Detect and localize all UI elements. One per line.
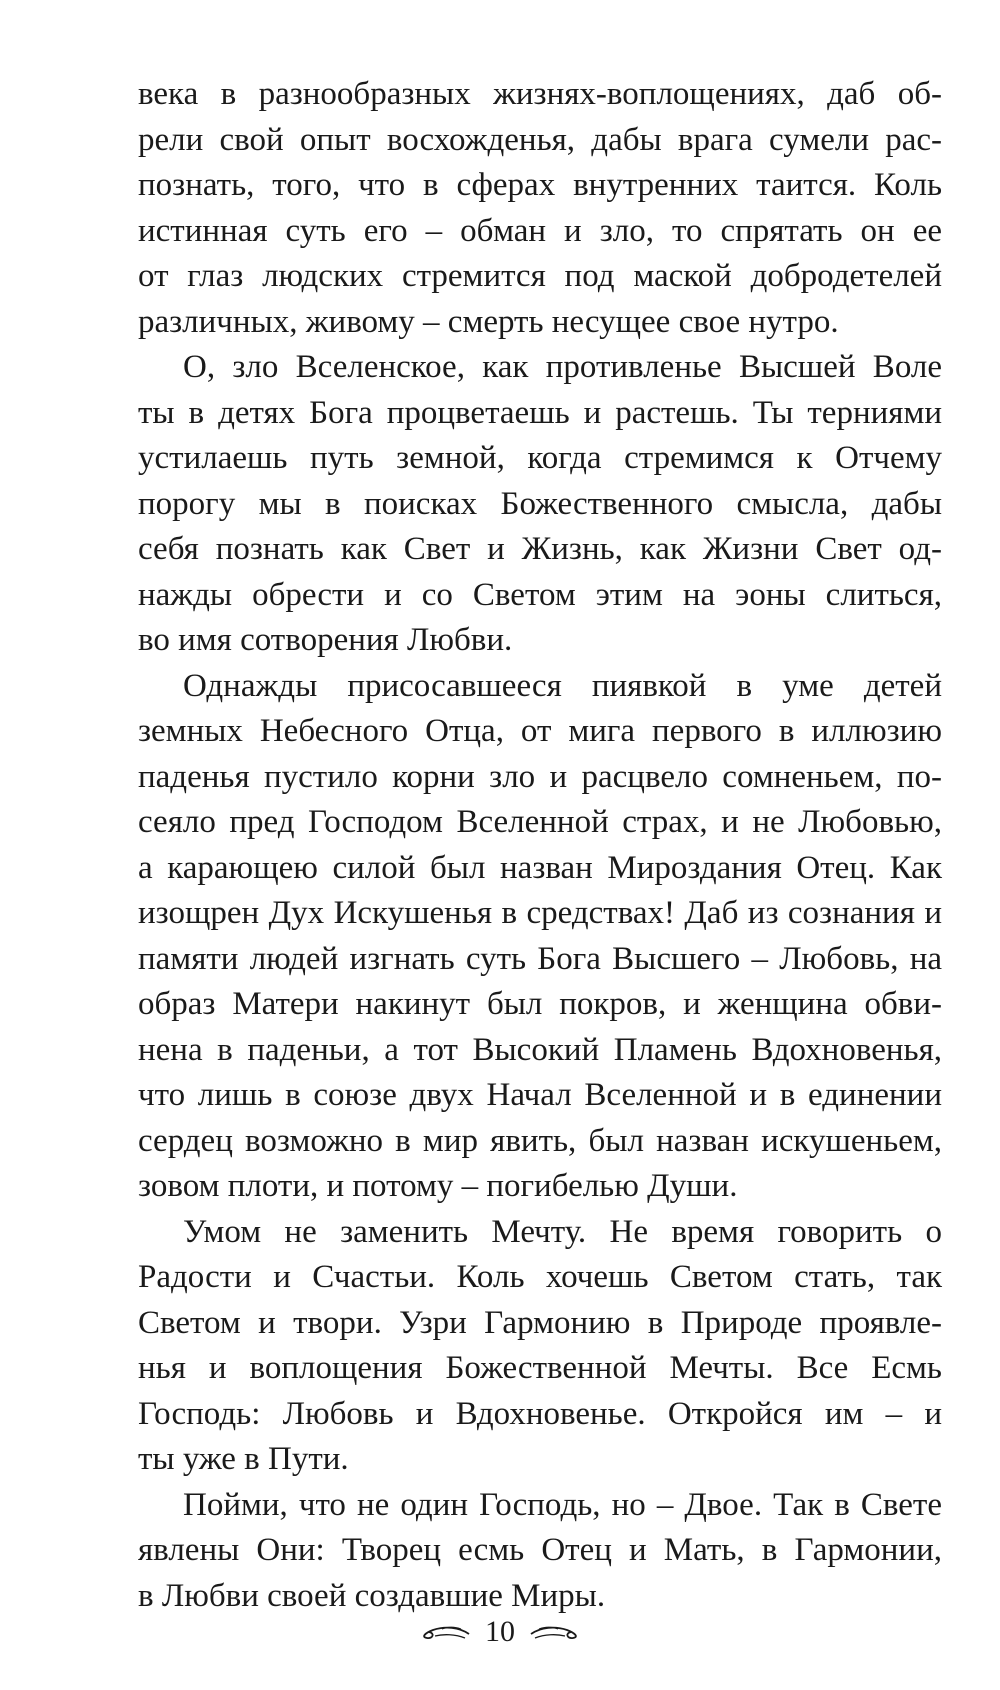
- text-line: нажды обрести и со Светом этим на эоны слиться,: [138, 576, 942, 613]
- text-line: устилаешь путь земной, когда стремимся к Отчему: [138, 440, 942, 476]
- text-line: в Любви своей создавшие Миры.: [138, 1577, 606, 1614]
- text-line: порогу мы в поисках Божественного смысла, дабы: [138, 485, 942, 522]
- text-line: нья и воплощения Божественной Мечты. Все Есмь: [138, 1350, 942, 1386]
- text-line: от глаз людских стремится под маской добродетелей: [138, 258, 942, 294]
- text-line: Умом не заменить Мечту. Не время говорить о: [183, 1213, 942, 1250]
- paragraph-4: [138, 1210, 942, 1483]
- text-line: О, зло Вселенское, как противленье Высшей Воле: [183, 349, 942, 385]
- text-line: нена в паденьи, а тот Высокий Пламень Вдохновенья,: [138, 1031, 942, 1068]
- swirl-ornament-right-icon: [529, 1621, 585, 1643]
- text-line: Радости и Счастьи. Коль хочешь Светом стать, так: [138, 1259, 942, 1295]
- paragraph-2: [138, 345, 942, 664]
- text-line: памяти людей изгнать суть Бога Высшего – Любовь, на: [138, 940, 942, 977]
- text-line: ты в детях Бога процветаешь и растешь. Ты терниями: [138, 394, 942, 431]
- text-line: изощрен Дух Искушенья в средствах! Даб из сознания и: [138, 895, 942, 931]
- text-line: себя познать как Свет и Жизнь, как Жизни Свет од-: [138, 531, 942, 567]
- text-line: Однажды присосавшееся пиявкой в уме детей: [183, 667, 942, 704]
- text-line: различных, живому – смерть несущее свое нутро.: [138, 303, 839, 340]
- paragraph-5: [138, 1483, 942, 1620]
- text-line: сердец возможно в мир явить, был назван искушеньем,: [138, 1122, 942, 1159]
- text-line: что лишь в союзе двух Начал Вселенной и в единении: [138, 1077, 942, 1113]
- text-line: образ Матери накинут был покров, и женщина обви-: [138, 986, 942, 1022]
- swirl-ornament-left-icon: [415, 1621, 471, 1643]
- paragraph-3: [138, 664, 942, 1210]
- text-line: истинная суть его – обман и зло, то спрятать он ее: [138, 212, 942, 249]
- text-line: во имя сотворения Любви.: [138, 622, 513, 658]
- text-line: познать, того, что в сферах внутренних таится. Коль: [138, 167, 942, 203]
- text-line: Светом и твори. Узри Гармонию в Природе проявле-: [138, 1304, 942, 1341]
- text-line: Господь: Любовь и Вдохновенье. Откройся им – и: [138, 1395, 942, 1432]
- paragraph-1: [138, 72, 942, 345]
- text-line: Пойми, что не один Господь, но – Двое. Так в Свете: [183, 1486, 942, 1523]
- text-line: паденья пустило корни зло и расцвело сомненьем, по-: [138, 758, 942, 795]
- text-line: ты уже в Пути.: [138, 1441, 349, 1477]
- text-line: века в разнообразных жизнях-воплощениях, даб об-: [138, 76, 942, 112]
- page-text: [138, 72, 942, 1619]
- text-line: сеяло пред Господом Вселенной страх, и не Любовью,: [138, 804, 942, 840]
- text-line: зовом плоти, и потому – погибелью Души.: [138, 1168, 738, 1204]
- text-line: а карающею силой был назван Мироздания Отец. Как: [138, 849, 942, 886]
- text-line: рели свой опыт восхожденья, дабы врага сумели рас-: [138, 121, 942, 158]
- text-line: земных Небесного Отца, от мига первого в иллюзию: [138, 713, 942, 749]
- text-line: явлены Они: Творец есмь Отец и Мать, в Гармонии,: [138, 1532, 942, 1568]
- page-footer: [0, 1612, 1000, 1652]
- page-number: 10: [485, 1615, 515, 1648]
